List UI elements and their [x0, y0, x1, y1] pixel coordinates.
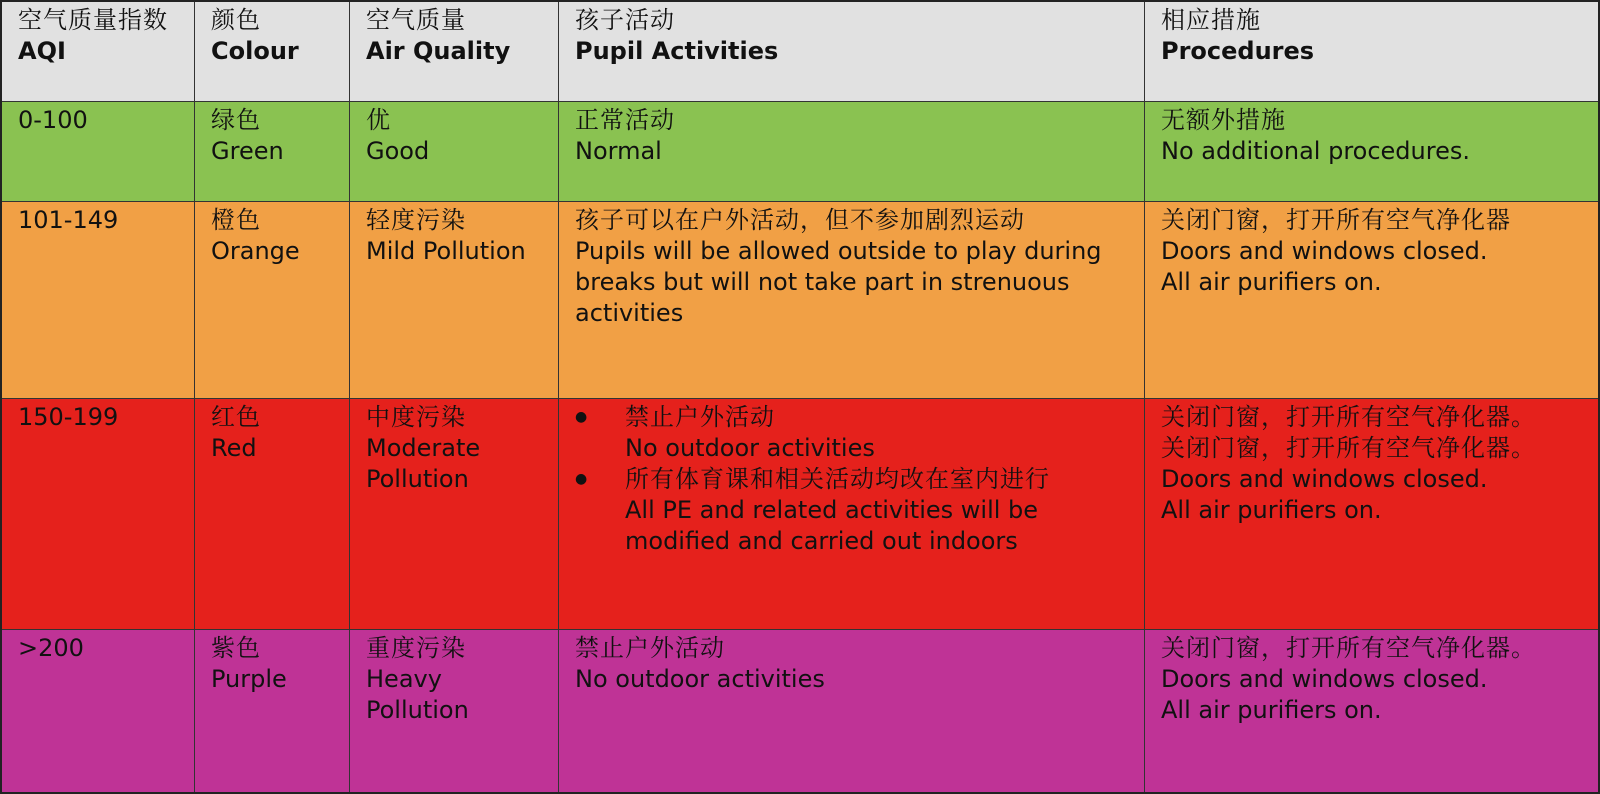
orange-procedure-cell — [1145, 202, 1598, 399]
green-colour-zh: 绿色 — [211, 106, 261, 134]
header-procedures-en: Procedures — [1161, 37, 1315, 65]
red-procedure-zh-1: 关闭门窗，打开所有空气净化器。 — [1161, 403, 1536, 431]
red-colour-en: Red — [211, 434, 257, 462]
header-aqi-en: AQI — [18, 37, 66, 65]
green-activity-zh: 正常活动 — [575, 106, 675, 134]
purple-colour-zh: 紫色 — [211, 634, 261, 662]
green-quality-en: Good — [366, 137, 430, 165]
header-pupil-activities — [559, 2, 1145, 102]
header-aqi — [2, 2, 195, 102]
green-aqi-cell — [2, 102, 195, 202]
purple-procedure-zh: 关闭门窗，打开所有空气净化器。 — [1161, 634, 1536, 662]
red-activity-cell — [559, 399, 1145, 630]
red-procedure-en-doors: Doors and windows closed. — [1161, 465, 1488, 493]
header-procedures-zh: 相应措施 — [1161, 6, 1261, 34]
red-bullet1-en: No outdoor activities — [625, 434, 875, 462]
green-colour-cell — [195, 102, 350, 202]
header-colour-en: Colour — [211, 37, 299, 65]
orange-colour-zh: 橙色 — [211, 206, 261, 234]
orange-activity-cell — [559, 202, 1145, 399]
header-air-quality-zh: 空气质量 — [366, 6, 466, 34]
green-quality-zh: 优 — [366, 106, 391, 134]
green-aqi-range: 0-100 — [18, 106, 88, 134]
purple-procedure-en-purifiers: All air purifiers on. — [1161, 696, 1382, 724]
red-bullet2-en: All PE and related activities will be modified and carried out indoors — [625, 496, 1039, 555]
header-air-quality — [350, 2, 559, 102]
red-aqi-range: 150-199 — [18, 403, 119, 431]
red-procedure-en-purifiers: All air purifiers on. — [1161, 496, 1382, 524]
orange-colour-en: Orange — [211, 237, 300, 265]
green-procedure-cell — [1145, 102, 1598, 202]
orange-quality-cell — [350, 202, 559, 399]
orange-aqi-cell — [2, 202, 195, 399]
orange-quality-zh: 轻度污染 — [366, 206, 466, 234]
orange-procedure-zh: 关闭门窗，打开所有空气净化器 — [1161, 206, 1511, 234]
purple-aqi-cell — [2, 630, 195, 792]
header-colour-zh: 颜色 — [211, 6, 261, 34]
orange-activity-zh: 孩子可以在户外活动，但不参加剧烈运动 — [575, 206, 1025, 234]
red-quality-cell — [350, 399, 559, 630]
header-procedures — [1145, 2, 1598, 102]
green-procedure-en: No additional procedures. — [1161, 137, 1470, 165]
red-activity-bullet-item — [575, 402, 1134, 464]
red-aqi-cell — [2, 399, 195, 630]
orange-procedure-en-purifiers: All air purifiers on. — [1161, 268, 1382, 296]
purple-procedure-en-doors: Doors and windows closed. — [1161, 665, 1488, 693]
red-bullet2-zh: ● 所有体育课和相关活动均改在室内进行 — [625, 465, 1050, 493]
red-quality-en: Moderate Pollution — [366, 434, 481, 493]
header-colour — [195, 2, 350, 102]
orange-colour-cell — [195, 202, 350, 399]
purple-procedure-cell — [1145, 630, 1598, 792]
red-procedure-zh-2: 关闭门窗，打开所有空气净化器。 — [1161, 434, 1536, 462]
purple-quality-en: Heavy Pollution — [366, 665, 469, 724]
header-aqi-zh: 空气质量指数 — [18, 6, 168, 34]
red-activity-bullet-list — [575, 402, 1134, 557]
purple-activity-en: No outdoor activities — [575, 665, 825, 693]
red-bullet1-zh: ● 禁止户外活动 — [625, 403, 775, 431]
header-pupil-activities-zh: 孩子活动 — [575, 6, 675, 34]
red-colour-cell — [195, 399, 350, 630]
purple-activity-cell — [559, 630, 1145, 792]
green-procedure-zh: 无额外措施 — [1161, 106, 1286, 134]
orange-aqi-range: 101-149 — [18, 206, 119, 234]
orange-activity-en: Pupils will be allowed outside to play during breaks but will not take part in strenuous activities — [575, 237, 1102, 327]
green-colour-en: Green — [211, 137, 284, 165]
red-activity-bullet-item — [575, 464, 1134, 557]
purple-quality-zh: 重度污染 — [366, 634, 466, 662]
purple-colour-cell — [195, 630, 350, 792]
red-colour-zh: 红色 — [211, 403, 261, 431]
purple-activity-zh: 禁止户外活动 — [575, 634, 725, 662]
purple-colour-en: Purple — [211, 665, 287, 693]
red-procedure-cell — [1145, 399, 1598, 630]
green-activity-cell — [559, 102, 1145, 202]
red-quality-zh: 中度污染 — [366, 403, 466, 431]
purple-aqi-range: >200 — [18, 634, 84, 662]
orange-quality-en: Mild Pollution — [366, 237, 526, 265]
purple-quality-cell — [350, 630, 559, 792]
header-air-quality-en: Air Quality — [366, 37, 511, 65]
orange-procedure-en-doors: Doors and windows closed. — [1161, 237, 1488, 265]
header-pupil-activities-en: Pupil Activities — [575, 37, 779, 65]
green-activity-en: Normal — [575, 137, 662, 165]
green-quality-cell — [350, 102, 559, 202]
